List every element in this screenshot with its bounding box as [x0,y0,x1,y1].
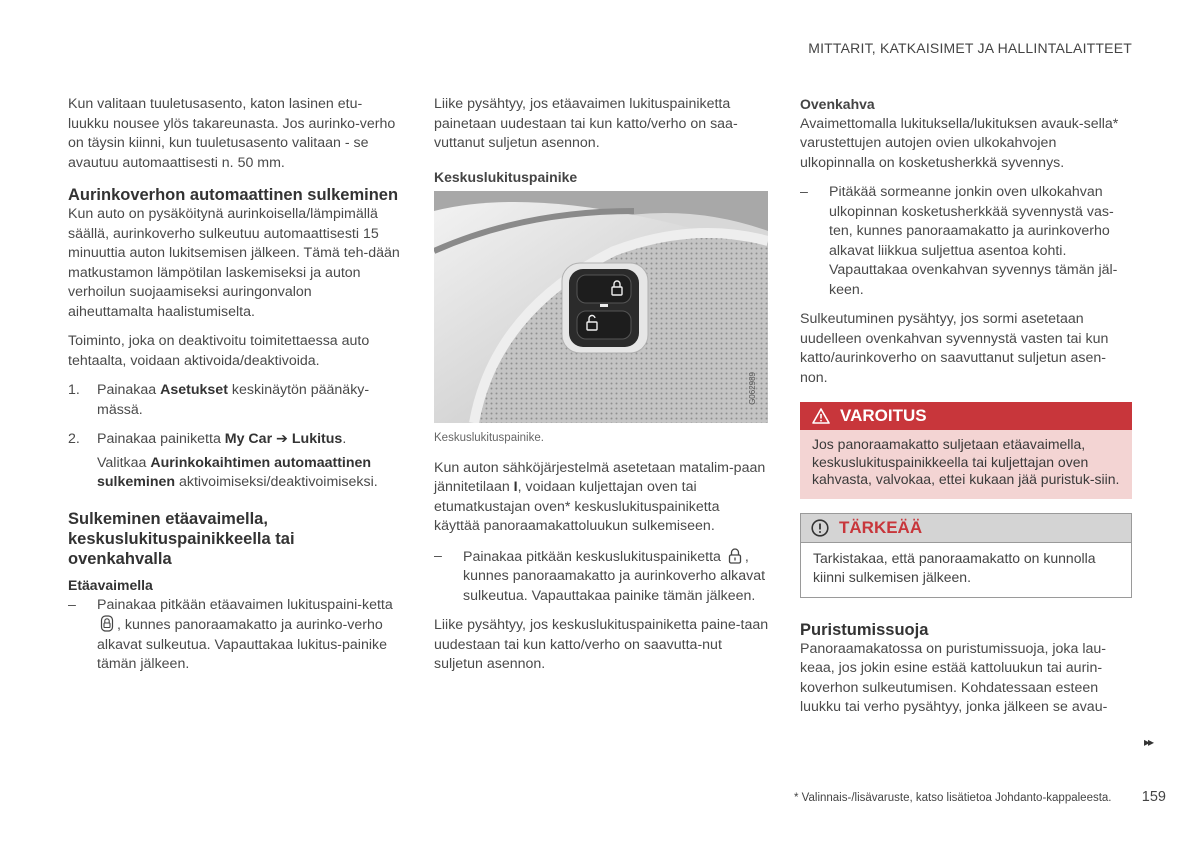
step-2 [68,430,400,450]
footnote: * Valinnais-/lisävaruste, katso lisätietoa Johdanto-kappaleesta. [794,792,1112,804]
warning-header [800,402,1132,430]
step-text [463,547,769,607]
step-text [97,430,346,450]
dash-bullet: – [800,184,808,200]
step-number: 1. [68,382,80,398]
central-lock-figure [434,191,768,423]
step-text-part: Painakaa painiketta [97,431,225,447]
menu-term-auto-close: Aurinkokaihtimen automaattinen sulkeminen [97,454,372,490]
heading-door-handle: Ovenkahva [800,96,875,112]
step-text-part: aktivoimiseksi/deaktivoimiseksi. [175,474,378,490]
factory-setting-paragraph: Toiminto, joka on deaktivoitu toimitettaessa auto tehtaalta, voidaan aktivoida/deaktivoida. [68,333,370,369]
intro-paragraph: Kun valitaan tuuletusasento, katon lasinen etu-luukku nousee ylös takareunasta. Jos aurinko-verho on täysin kiinni, kun tuuletusasento valitaan - se avautuu automaattisesti n. 50 mm. [68,96,396,171]
pinch-protection-paragraph: Panoraamakatossa on puristumissuoja, joka lau-keaa, jos jokin esine estää kattoluukun tai aurin-koverhon sulkeutumisen. Kohdatessaan esteen luukku tai verho pysähtyy, jonka jälkeen se avau- [800,640,1108,715]
figure-caption: Keskuslukituspainike. [434,432,544,444]
column-right [800,95,1132,728]
door-handle-paragraph: Avaimettomalla lukituksella/lukituksen avauk-sella* varustettujen autojen ovien ulkokahvojen ulkopinnalla on kosketusherkkä syvennys. [800,115,1119,171]
step-text-part: Painakaa [97,382,161,398]
text-part: , voidaan kuljettajan oven tai etumatkustajan oven* keskuslukituspainiketta käyttää panoraamakattoluukun sulkemiseen. [434,479,720,534]
step-text-part: Valitkaa [97,454,151,471]
step-2-sub [97,454,400,493]
important-title: TÄRKEÄÄ [839,517,923,537]
important-header [801,514,1131,543]
step-text-part: . [342,431,347,447]
ignition-mode-label: I [513,479,518,495]
heading-auto-close: Aurinkoverhon automaattinen sulkeminen [68,186,399,204]
key-lock-icon [100,615,114,632]
padlock-icon [728,547,742,564]
door-panel-illustration [434,191,768,423]
step-text-part: Painakaa pitkään etäavaimen lukituspaini-ketta [97,596,393,613]
stop-paragraph-3: Sulkeutuminen pysähtyy, jos sormi asetetaan uudelleen ovenkahvan syvennystä vasten tai kun katto/aurinkoverho on saavuttanut suljetun asen-non. [800,311,1109,386]
step-text-part: , kunnes panoraamakatto ja aurinko-verho alkavat sulkeutua. Vapauttakaa lukitus-painike tämän jälkeen. [97,617,387,672]
step-text [97,381,400,420]
step-text-part: Painakaa pitkään keskuslukituspainiketta [463,548,725,565]
heading-central-lock: Keskuslukituspainike [434,168,578,185]
column-left [68,95,400,685]
column-middle [434,95,769,685]
page-number: 159 [1141,789,1166,805]
heading-closing-methods: Sulkeminen etäavaimella, keskuslukituspainikkeella tai ovenkahvalla [68,509,295,568]
stop-paragraph-1: Liike pysähtyy, jos etäavaimen lukituspainiketta painetaan uudestaan tai kun katto/verho on saa-vuttanut suljetun asennon. [434,96,738,151]
section-header: MITTARIT, KATKAISIMET JA HALLINTALAITTEET [808,40,1132,56]
heading-remote-key: Etäavaimella [68,576,153,593]
arrow-icon: ➔ [272,431,292,447]
warning-title: VAROITUS [840,406,927,426]
central-lock-step [434,547,769,607]
stop-paragraph-2: Liike pysähtyy, jos keskuslukituspainiketta paine-taan uudestaan tai kun katto/verho on saavutta-nut suljetun asennon. [434,617,769,672]
heading-pinch-protection: Puristumissuoja [800,620,929,639]
continue-arrows-icon: ▸▸ [1143,735,1152,749]
auto-close-paragraph: Kun auto on pysäköitynä aurinkoisella/lämpimällä säällä, aurinkoverho sulkeutuu automaattisesti 15 minuuttia auton lukitsemisen jälkeen. Tämä teh-dään matkustamon lämpötilan laskemiseksi ja auton verhoilun suojaamiseksi auringonvalon aiheuttamalta haalistumiselta. [68,206,400,320]
text-part: Kun auton sähköjärjestelmä asetetaan matalim-paan jännitetilaan [434,459,766,495]
remote-key-step [68,596,400,675]
step-text: Pitäkää sormeanne jonkin oven ulkokahvan ulkopinnan kosketusherkkää syvennystä vas-ten, kunnes panoraamakatto ja aurinkoverho alkavat liikkua suljettua asentoa kohti. Vapauttakaa ovenkahvan syvennys tämän jäl-keen. [829,184,1118,298]
door-handle-step [800,183,1132,300]
dash-bullet: – [434,547,442,564]
important-text: Tarkistakaa, että panoraamakatto on kunnolla kiinni sulkemisen jälkeen. [813,549,1096,585]
low-voltage-paragraph [434,459,769,537]
dash-bullet: – [68,596,76,613]
warning-text: Jos panoraamakatto suljetaan etäavaimella, keskuslukituspainikkeella tai kuljettajan oven kahvasta, valvokaa, ettei kukaan jää puristuk-siin. [800,430,1132,499]
step-number: 2. [68,431,80,447]
warning-box [800,402,1132,499]
figure-id: G062989 [747,372,757,405]
step-1 [68,381,400,420]
menu-term-lukitus: Lukitus [291,431,343,447]
menu-term-settings: Asetukset [160,382,228,398]
important-box [800,513,1132,598]
step-text-part: keskinäytön päänäky-mässä. [97,382,370,418]
warning-triangle-icon [812,408,830,424]
step-text-part: , kunnes panoraamakatto ja aurinkoverho alkavat sulkeutua. Vapauttakaa painike tämän jälkeen. [463,548,766,604]
menu-term-my-car: My Car [224,431,273,447]
step-text [97,596,400,675]
exclamation-circle-icon [811,519,829,537]
